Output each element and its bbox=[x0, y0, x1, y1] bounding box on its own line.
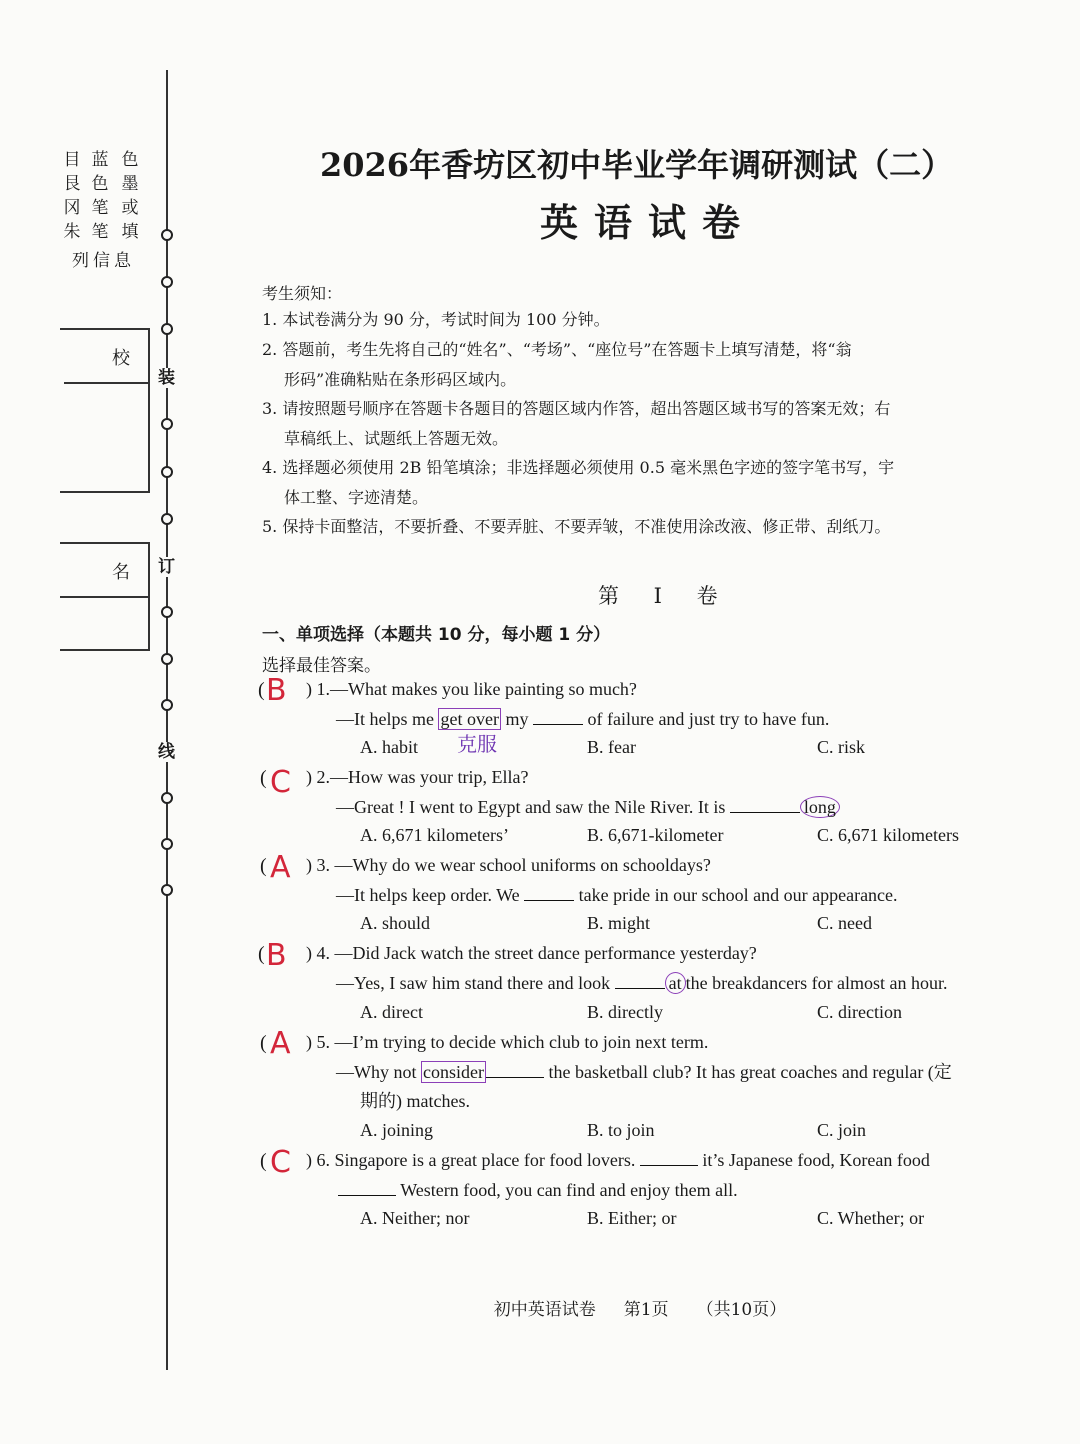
page-footer bbox=[0, 1295, 1080, 1320]
section-title: 一、单项选择（本题共 10 分，每小题 1 分） bbox=[262, 625, 611, 645]
question-line-2 bbox=[336, 1061, 952, 1083]
binding-hole bbox=[161, 699, 173, 711]
notice-char: 笔 bbox=[91, 222, 109, 242]
question-stem: ) 4. —Did Jack watch the street dance performance yesterday? bbox=[306, 943, 757, 963]
question-text: the basketball club? It has great coaches and regular (定 bbox=[548, 1062, 952, 1082]
option-a[interactable]: A. habit bbox=[360, 737, 418, 757]
notes-heading: 考生须知： bbox=[262, 284, 343, 303]
notice-char: 冈 bbox=[63, 198, 81, 218]
option-a[interactable]: A. 6,671 kilometers’ bbox=[360, 825, 509, 845]
option-a[interactable]: A. Neither; nor bbox=[360, 1208, 470, 1228]
question-stem bbox=[306, 1149, 930, 1171]
school-field-bottom-line bbox=[60, 491, 150, 493]
note-item-2-cont: 形码”准确粘贴在条形码区域内。 bbox=[284, 370, 517, 389]
answer-mark: B bbox=[266, 938, 287, 973]
notice-column-1 bbox=[62, 148, 82, 244]
question-line-2 bbox=[336, 884, 898, 906]
question-text: of failure and just try to have fun. bbox=[587, 709, 830, 729]
option-b[interactable]: B. Either; or bbox=[587, 1208, 677, 1228]
option-b[interactable]: B. might bbox=[587, 913, 651, 933]
binding-hole bbox=[161, 653, 173, 665]
note-item-4-cont: 体工整、字迹清楚。 bbox=[284, 488, 429, 507]
name-field-mid-line bbox=[60, 596, 150, 598]
answer-paren-open: ( bbox=[258, 679, 265, 701]
school-field-top-line bbox=[60, 328, 150, 330]
binding-hole bbox=[161, 229, 173, 241]
note-item-5: 5. 保持卡面整洁，不要折叠、不要弄脏、不要弄皱，不准使用涂改液、修正带、刮纸刀。 bbox=[262, 517, 891, 536]
binding-hole bbox=[161, 884, 173, 896]
answer-mark: C bbox=[270, 765, 291, 800]
option-c[interactable]: C. join bbox=[817, 1120, 867, 1140]
notice-column-3 bbox=[120, 148, 140, 244]
name-field-side-line bbox=[148, 542, 150, 650]
binding-hole bbox=[161, 418, 173, 430]
footer-page: 第1页 bbox=[623, 1300, 669, 1320]
note-item-3: 3. 请按照题号顺序在答题卡各题目的答题区域内作答，超出答题区域书写的答案无效；右 bbox=[262, 399, 891, 418]
option-a[interactable]: A. should bbox=[360, 913, 431, 933]
option-c[interactable]: C. Whether; or bbox=[817, 1208, 925, 1228]
binding-hole bbox=[161, 466, 173, 478]
question-stem: ) 3. —Why do we wear school uniforms on schooldays? bbox=[306, 855, 711, 875]
question-text: —Great ! I went to Egypt and saw the Nile River. It is bbox=[336, 797, 726, 817]
footer-total: （共10页） bbox=[696, 1300, 787, 1320]
question-stem: ) 1.—What makes you like painting so much? bbox=[306, 679, 637, 699]
footer-name: 初中英语试卷 bbox=[493, 1300, 596, 1320]
answer-blank[interactable] bbox=[533, 708, 583, 725]
question-text: —Yes, I saw him stand there and look bbox=[336, 973, 611, 993]
note-item-1: 1. 本试卷满分为 90 分，考试时间为 100 分钟。 bbox=[262, 310, 610, 329]
question-line-2 bbox=[336, 972, 948, 994]
note-item-4: 4. 选择题必须使用 2B 铅笔填涂；非选择题必须使用 0.5 毫米黑色字迹的签字笔书写，宇 bbox=[262, 458, 895, 477]
question-line-3: 期的) matches. bbox=[360, 1091, 470, 1111]
notice-char: 填 bbox=[121, 222, 139, 242]
name-field-top-line bbox=[60, 542, 150, 544]
school-field-mid-line bbox=[64, 382, 150, 384]
boxed-phrase: get over bbox=[440, 709, 499, 729]
section-instruction: 选择最佳答案。 bbox=[262, 656, 381, 676]
answer-blank[interactable] bbox=[640, 1149, 698, 1166]
question-text: it’s Japanese food, Korean food bbox=[702, 1150, 930, 1170]
school-label: 校 bbox=[112, 348, 130, 369]
question-text: —It helps me bbox=[336, 709, 439, 729]
answer-paren-open: ( bbox=[260, 1150, 267, 1172]
notice-char: 艮 bbox=[63, 174, 81, 194]
notice-char: 墨 bbox=[121, 174, 139, 194]
boxed-phrase: consider bbox=[423, 1062, 484, 1082]
question-stem: ) 2.—How was your trip, Ella? bbox=[306, 767, 529, 787]
option-c[interactable]: C. risk bbox=[817, 737, 866, 757]
question-text: take pride in our school and our appearance. bbox=[578, 885, 898, 905]
option-c[interactable]: C. need bbox=[817, 913, 872, 933]
question-text: my bbox=[500, 709, 529, 729]
answer-blank[interactable] bbox=[730, 796, 800, 813]
binding-mark-ding: 订 bbox=[158, 557, 175, 577]
binding-mark-xian: 线 bbox=[158, 742, 175, 762]
question-line-2 bbox=[336, 796, 840, 818]
option-b[interactable]: B. fear bbox=[587, 737, 636, 757]
binding-hole bbox=[161, 276, 173, 288]
answer-blank[interactable] bbox=[524, 884, 574, 901]
notice-last-line: 列信息 bbox=[72, 251, 135, 271]
answer-paren-open: ( bbox=[260, 1032, 267, 1054]
binding-hole bbox=[161, 606, 173, 618]
notice-char: 朱 bbox=[63, 222, 81, 242]
option-b[interactable]: B. to join bbox=[587, 1120, 655, 1140]
question-line-2 bbox=[338, 1179, 738, 1201]
circled-word: long bbox=[800, 796, 840, 818]
answer-blank[interactable] bbox=[615, 972, 665, 989]
option-c[interactable]: C. direction bbox=[817, 1002, 902, 1022]
answer-paren-open: ( bbox=[258, 943, 265, 965]
option-b[interactable]: B. directly bbox=[587, 1002, 663, 1022]
binding-mark-zhuang: 装 bbox=[158, 368, 175, 388]
handwritten-note: 克服 bbox=[457, 732, 497, 756]
binding-hole bbox=[161, 323, 173, 335]
note-item-2: 2. 答题前，考生先将自己的“姓名”、“考场”、“座位号”在答题卡上填写清楚，将“翁 bbox=[262, 340, 852, 359]
answer-mark: A bbox=[270, 1026, 291, 1061]
volume-title: 第 I 卷 bbox=[598, 584, 732, 608]
notice-column-2 bbox=[90, 148, 110, 244]
option-c[interactable]: C. 6,671 kilometers bbox=[817, 825, 959, 845]
option-b[interactable]: B. 6,671-kilometer bbox=[587, 825, 724, 845]
name-field-bottom-line bbox=[60, 649, 150, 651]
notice-char: 目 bbox=[63, 150, 81, 170]
school-field-side-line bbox=[148, 328, 150, 492]
exam-subtitle: 英语试卷 bbox=[540, 200, 757, 245]
circled-word: at bbox=[665, 972, 686, 994]
option-a[interactable]: A. direct bbox=[360, 1002, 423, 1022]
binding-line bbox=[166, 70, 168, 1370]
question-line-2 bbox=[336, 708, 829, 730]
binding-hole bbox=[161, 838, 173, 850]
note-item-3-cont: 草稿纸上、试题纸上答题无效。 bbox=[284, 429, 509, 448]
question-stem: ) 5. —I’m trying to decide which club to join next term. bbox=[306, 1032, 709, 1052]
name-label: 名 bbox=[112, 562, 130, 583]
question-text: the breakdancers for almost an hour. bbox=[685, 973, 948, 993]
question-text: Western food, you can find and enjoy them all. bbox=[400, 1180, 738, 1200]
binding-hole bbox=[161, 792, 173, 804]
notice-char: 色 bbox=[91, 174, 109, 194]
notice-char: 蓝 bbox=[91, 150, 109, 170]
question-text: —It helps keep order. We bbox=[336, 885, 520, 905]
answer-mark: B bbox=[266, 673, 287, 708]
answer-blank[interactable] bbox=[486, 1061, 544, 1078]
notice-char: 或 bbox=[121, 198, 139, 218]
question-text: —Why not bbox=[336, 1062, 421, 1082]
binding-hole bbox=[161, 513, 173, 525]
answer-mark: A bbox=[270, 850, 291, 885]
option-a[interactable]: A. joining bbox=[360, 1120, 434, 1140]
question-text: ) 6. Singapore is a great place for food lovers. bbox=[306, 1150, 636, 1170]
answer-blank[interactable] bbox=[338, 1179, 396, 1196]
answer-paren-open: ( bbox=[260, 855, 267, 877]
notice-char: 色 bbox=[121, 150, 139, 170]
answer-mark: C bbox=[270, 1145, 291, 1180]
exam-title: 2026年香坊区初中毕业学年调研测试（二） bbox=[320, 146, 954, 184]
notice-char: 笔 bbox=[91, 198, 109, 218]
answer-paren-open: ( bbox=[260, 767, 267, 789]
